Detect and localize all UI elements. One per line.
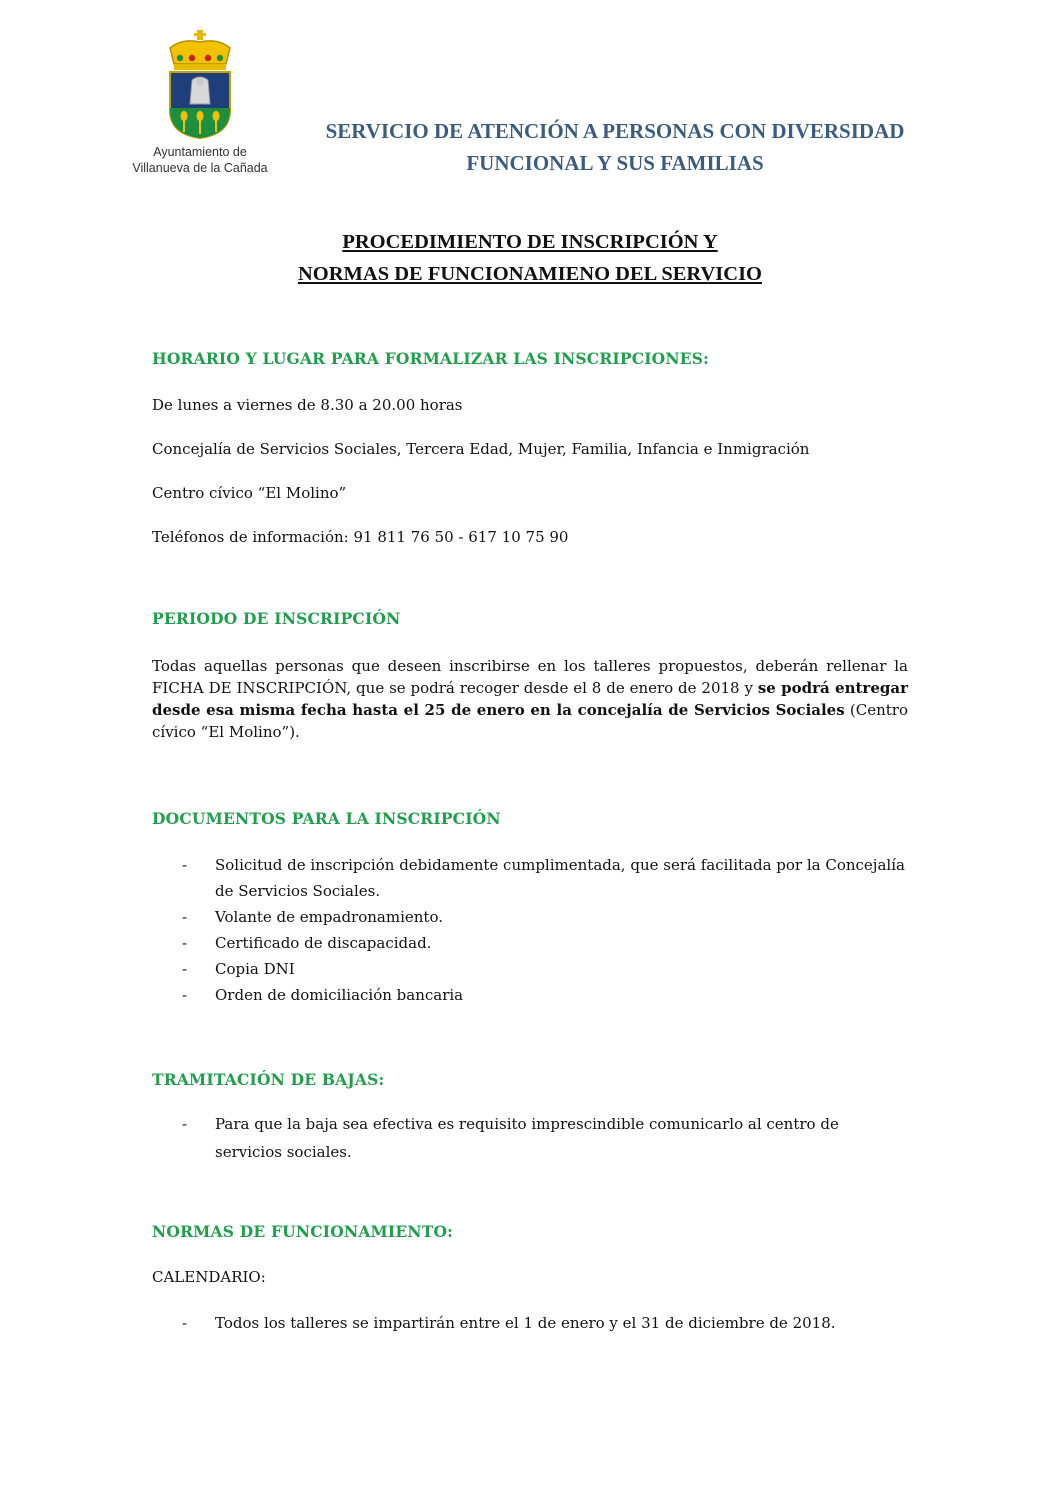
list-bullet: - — [182, 1115, 188, 1133]
list-bullet: - — [182, 986, 188, 1004]
service-title — [290, 115, 940, 179]
list-item: - Copia DNI — [180, 956, 910, 982]
document-title — [200, 226, 860, 290]
document-title-line-1: PROCEDIMIENTO DE INSCRIPCIÓN Y — [342, 231, 718, 253]
list-item: - Para que la baja sea efectiva es requisito imprescindible comunicarlo al centro de servicios sociales. — [180, 1110, 910, 1166]
list-bullet: - — [182, 856, 188, 874]
bajas-heading: TRAMITACIÓN DE BAJAS: — [152, 1070, 385, 1089]
periodo-text-b: se podrá entregar desde esa misma fecha hasta el 25 de enero en la concejalía de Servicios Sociales — [152, 679, 908, 719]
service-title-line-2: FUNCIONAL Y SUS FAMILIAS — [466, 151, 764, 175]
list-item: - Solicitud de inscripción debidamente cumplimentada, que será facilitada por la Concejalía de Servicios Sociales. — [180, 852, 910, 904]
documentos-heading: DOCUMENTOS PARA LA INSCRIPCIÓN — [152, 809, 501, 828]
documentos-list — [180, 852, 910, 1008]
normas-heading: NORMAS DE FUNCIONAMIENTO: — [152, 1222, 454, 1241]
list-bullet: - — [182, 934, 188, 952]
periodo-paragraph — [152, 655, 908, 743]
periodo-heading: PERIODO DE INSCRIPCIÓN — [152, 609, 401, 628]
periodo-text-c: (Centro cívico “El Molino”). — [152, 701, 908, 741]
horario-place: Centro cívico “El Molino” — [152, 484, 347, 502]
list-item: - Certificado de discapacidad. — [180, 930, 910, 956]
list-bullet: - — [182, 960, 188, 978]
calendario-subheading: CALENDARIO: — [152, 1268, 266, 1286]
logo-line-2: Villanueva de la Cañada — [132, 161, 268, 175]
horario-hours: De lunes a viernes de 8.30 a 20.00 horas — [152, 396, 463, 414]
coat-of-arms-icon — [162, 28, 238, 140]
list-item: - Volante de empadronamiento. — [180, 904, 910, 930]
horario-office: Concejalía de Servicios Sociales, Tercera Edad, Mujer, Familia, Infancia e Inmigración — [152, 440, 810, 458]
horario-phones: Teléfonos de información: 91 811 76 50 - 617 10 75 90 — [152, 528, 569, 546]
bajas-list — [180, 1110, 910, 1166]
municipal-logo — [120, 28, 280, 176]
list-item: - Orden de domiciliación bancaria — [180, 982, 910, 1008]
normas-list — [180, 1310, 910, 1336]
document-title-line-2: NORMAS DE FUNCIONAMIENO DEL SERVICIO — [298, 263, 762, 285]
horario-heading: HORARIO Y LUGAR PARA FORMALIZAR LAS INSCRIPCIONES: — [152, 349, 710, 368]
periodo-text-a: Todas aquellas personas que deseen inscribirse en los talleres propuestos, deberán rellenar la FICHA DE INSCRIPCIÓN, que se podrá recoger desde el 8 de enero de 2018 y — [152, 657, 908, 697]
logo-line-1: Ayuntamiento de — [153, 145, 247, 159]
list-item: - Todos los talleres se impartirán entre el 1 de enero y el 31 de diciembre de 2018. — [180, 1310, 910, 1336]
list-bullet: - — [182, 1314, 188, 1332]
service-title-line-1: SERVICIO DE ATENCIÓN A PERSONAS CON DIVERSIDAD — [325, 119, 905, 143]
list-bullet: - — [182, 908, 188, 926]
